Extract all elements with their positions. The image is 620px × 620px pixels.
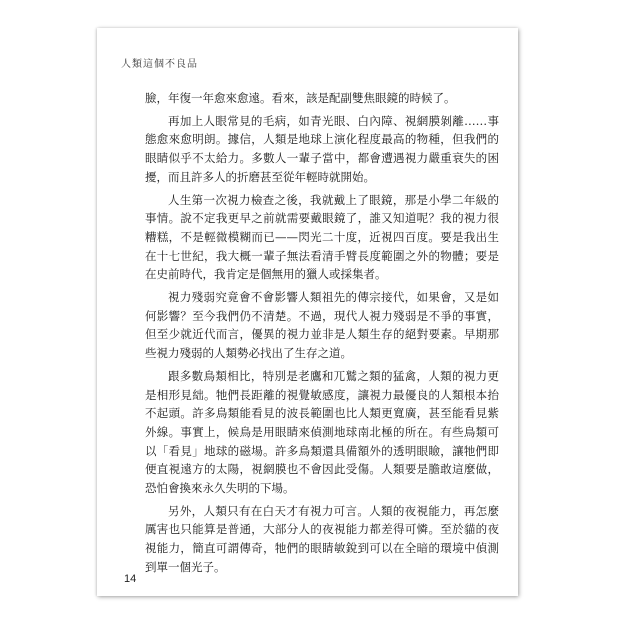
paragraph: 人生第一次視力檢查之後，我就戴上了眼鏡，那是小學二年級的事情。說不定我更早之前就需要戴眼鏡了，誰又知道呢？我的視力很糟糕，不是輕微模糊而已——閃光二十度，近視四百度。要是我出生在十七世紀，我大概一輩子無法看清手臂長度範圍之外的物體；要是在史前時代，我肯定是個無用的獵人或採集者。 bbox=[145, 192, 499, 282]
paragraph: 另外，人類只有在白天才有視力可言。人類的夜視能力，再怎麼厲害也只能算是普通，大部分人的夜視能力都差得可憐。至於貓的夜視能力，簡直可謂傳奇，牠們的眼睛敏銳到可以在全暗的環境中偵測到單一個光子。 bbox=[145, 503, 499, 574]
paragraph: 跟多數鳥類相比，特別是老鷹和兀鷲之類的猛禽，人類的視力更是相形見絀。牠們長距離的視覺敏感度，讓視力最優良的人類根本抬不起頭。許多鳥類能看見的波長範圍也比人類更寬廣，甚至能看見紫外線。事實上，候鳥是用眼睛來偵測地球南北極的所在。有些鳥類可以「看見」地球的磁場。許多鳥類還具備額外的透明眼瞼，讓牠們即便直視遠方的太陽，視網膜也不會因此受傷。人類要是膽敢這麼做，恐怕會換來永久失明的下場。 bbox=[145, 368, 499, 496]
paragraph: 再加上人眼常見的毛病，如青光眼、白內障、視網膜剝離……事態愈來愈明朗。據信，人類是地球上演化程度最高的物種，但我們的眼睛似乎不太給力。多數人一輩子當中，都會遭遇視力嚴重衰失的困擾，而且許多人的折磨甚至從年輕時就開始。 bbox=[145, 113, 499, 184]
paragraph: 視力殘弱究竟會不會影響人類祖先的傳宗接代，如果會，又是如何影響？至今我們仍不清楚。不過，現代人視力殘弱是不爭的事實，但至少就近代而言，優異的視力並非是人類生存的絕對要素。早期那些視力殘弱的人類勢必找出了生存之道。 bbox=[145, 290, 499, 361]
paragraph: 臉，年復一年愈來愈遠。看來，該是配副雙焦眼鏡的時候了。 bbox=[145, 91, 456, 105]
page-number: 14 bbox=[124, 573, 137, 585]
book-page bbox=[97, 28, 518, 596]
running-header: 人類這個不良品 bbox=[121, 59, 198, 70]
body-text bbox=[145, 89, 499, 581]
